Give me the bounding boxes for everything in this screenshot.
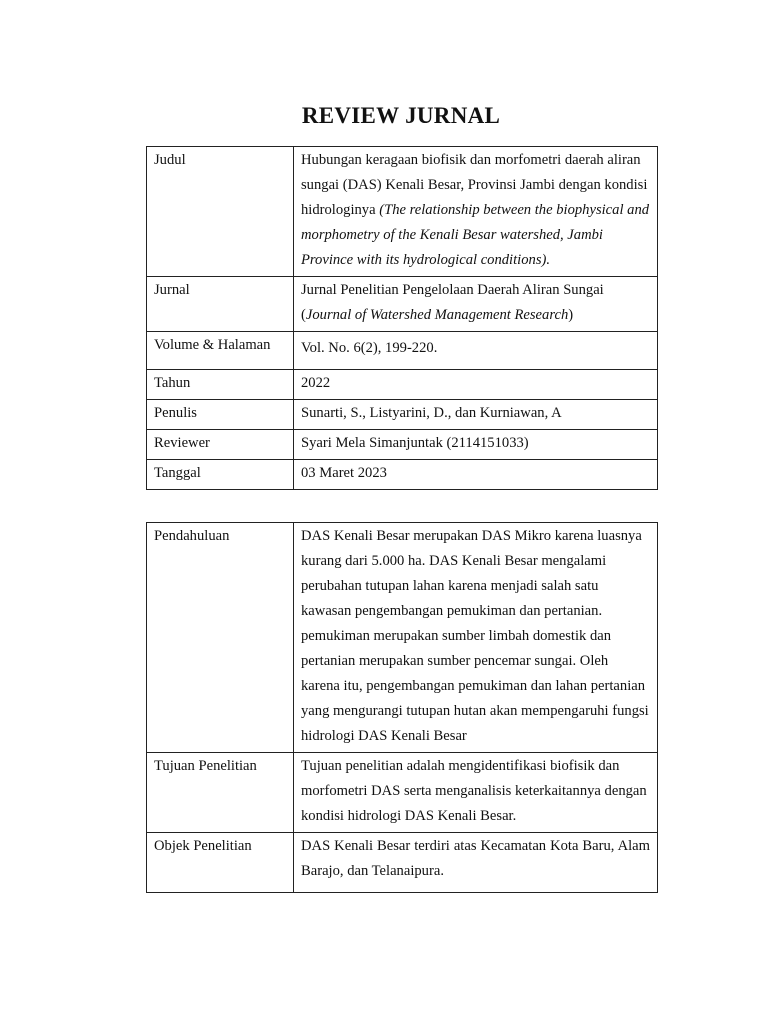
jurnal-name-text: Jurnal Penelitian Pengelolaan Daerah Aliran Sungai <box>301 282 604 298</box>
volume-value: Vol. No. 6(2), 199-220. <box>294 332 658 370</box>
pendahuluan-label: Pendahuluan <box>147 523 294 753</box>
tahun-value: 2022 <box>294 370 658 400</box>
table-row-judul <box>147 147 658 277</box>
jurnal-label: Jurnal <box>147 277 294 332</box>
judul-translation-text: (The relationship between the biophysical and morphometry of the Kenali Besar watershed, Jambi Province with its hydrological conditions). <box>301 202 650 268</box>
table-row-objek <box>147 833 658 893</box>
table-row-tanggal <box>147 460 658 490</box>
judul-title-text: Hubungan keragaan biofisik dan morfometri daerah aliran sungai (DAS) Kenali Besar, Provinsi Jambi dengan kondisi hidrologinya <box>301 152 648 218</box>
tanggal-label: Tanggal <box>147 460 294 490</box>
jurnal-english-name: Journal of Watershed Management Research <box>305 307 569 323</box>
penulis-value: Sunarti, S., Listyarini, D., dan Kurniawan, A <box>294 400 658 430</box>
judul-label: Judul <box>147 147 294 277</box>
tujuan-label: Tujuan Penelitian <box>147 753 294 833</box>
journal-info-table <box>146 146 658 490</box>
page-title: REVIEW JURNAL <box>301 103 501 128</box>
table-row-jurnal <box>147 277 658 332</box>
reviewer-value: Syari Mela Simanjuntak (2114151033) <box>294 430 658 460</box>
reviewer-label: Reviewer <box>147 430 294 460</box>
volume-label: Volume & Halaman <box>147 332 294 370</box>
table-row-pendahuluan <box>147 523 658 753</box>
jurnal-value <box>294 277 658 332</box>
tahun-label: Tahun <box>147 370 294 400</box>
jurnal-close-paren: ) <box>568 307 574 323</box>
table-row-tahun <box>147 370 658 400</box>
penulis-label: Penulis <box>147 400 294 430</box>
pendahuluan-value: DAS Kenali Besar merupakan DAS Mikro karena luasnya kurang dari 5.000 ha. DAS Kenali Besar mengalami perubahan tutupan lahan karena menjadi salah satu kawasan pengembangan pemukiman dan pertanian. pemukiman merupakan sumber limbah domestik dan pertanian merupakan sumber pencemar sungai. Oleh karena itu, pengembangan pemukiman dan lahan pertanian yang mengurangi tutupan hutan akan mempengaruhi fungsi hidrologi DAS Kenali Besar <box>294 523 658 753</box>
tanggal-value: 03 Maret 2023 <box>294 460 658 490</box>
objek-value: DAS Kenali Besar terdiri atas Kecamatan Kota Baru, Alam Barajo, dan Telanaipura. <box>294 833 658 893</box>
table-row-tujuan <box>147 753 658 833</box>
review-content-table <box>146 522 658 893</box>
table-row-reviewer <box>147 430 658 460</box>
tujuan-value: Tujuan penelitian adalah mengidentifikasi biofisik dan morfometri DAS serta menganalisis keterkaitannya dengan kondisi hidrologi DAS Kenali Besar. <box>294 753 658 833</box>
judul-value <box>294 147 658 277</box>
table-row-penulis <box>147 400 658 430</box>
jurnal-open-paren: ( <box>301 307 306 323</box>
table-row-volume <box>147 332 658 370</box>
objek-label: Objek Penelitian <box>147 833 294 893</box>
